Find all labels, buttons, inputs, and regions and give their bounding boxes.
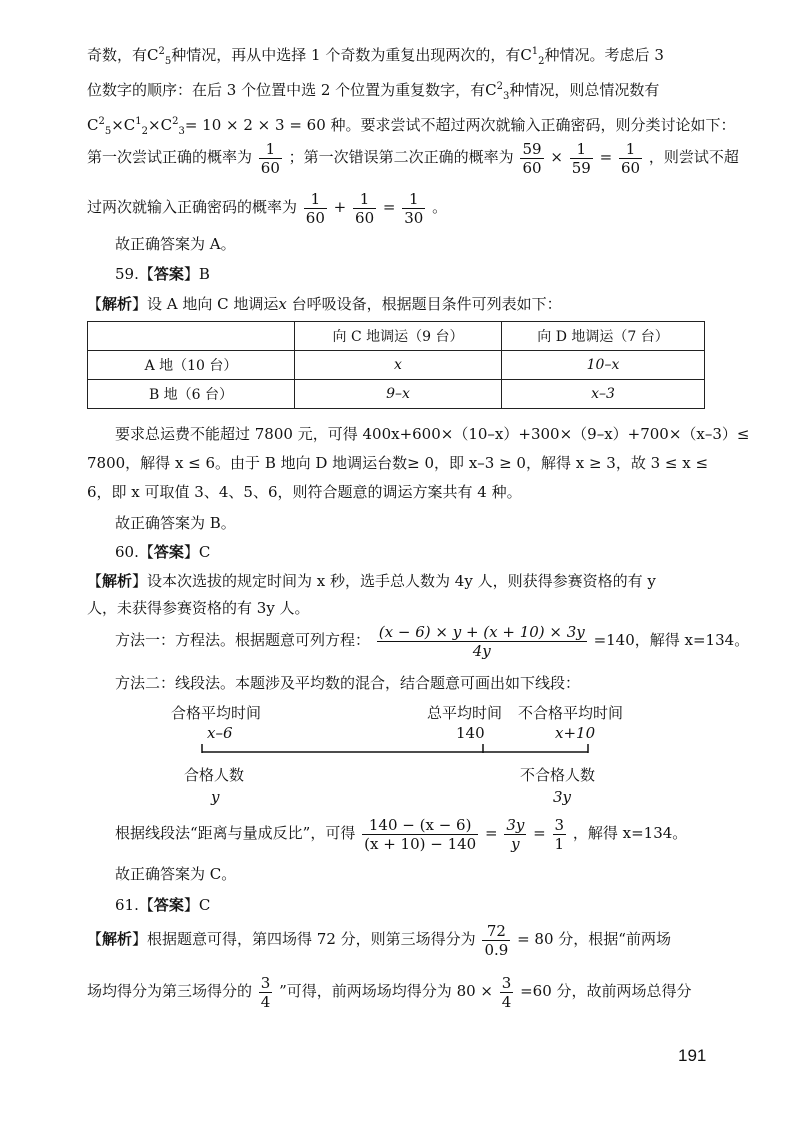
analysis-label: 解析 <box>102 572 133 590</box>
fraction <box>362 816 478 853</box>
denominator: 59 <box>571 158 591 177</box>
text-segment: ，则尝试不超 <box>648 148 739 166</box>
line-1 <box>87 44 664 66</box>
text-segment: C <box>87 116 99 134</box>
q60-answer-heading <box>115 541 210 563</box>
segment-bottom-value-right: 3y <box>553 788 572 806</box>
text-segment: 奇数，有C <box>87 46 159 64</box>
text-segment: 位数字的顺序：在后 3 个位置中选 2 个位置为重复数字，有C <box>87 81 497 99</box>
subscript: 3 <box>178 126 185 137</box>
table-header-row <box>88 322 705 351</box>
text-segment: =140，解得 x=134。 <box>593 631 750 649</box>
numerator: 3 <box>501 973 512 992</box>
superscript: 1 <box>135 116 142 127</box>
denominator: 0.9 <box>484 940 509 959</box>
q59-analysis <box>87 293 562 315</box>
denominator: (x + 10) − 140 <box>364 834 477 853</box>
subscript: 5 <box>164 56 172 67</box>
numerator: (x − 6) × y + (x + 10) × 3y <box>378 622 585 641</box>
denominator: 1 <box>554 834 565 853</box>
q59-paragraph-2: 7800，解得 x ≤ 6。由于 B 地向 D 地调运台数≥ 0，即 x–3 ≥ 0，解得 x ≥ 3，故 3 ≤ x ≤ <box>87 454 709 472</box>
table-header-cell <box>88 322 295 351</box>
denominator: 60 <box>355 208 375 227</box>
segment-method-result <box>115 811 687 855</box>
answer-label: 答案 <box>153 265 184 283</box>
q61-analysis <box>87 918 671 960</box>
text-segment: ”可得，前两场场均得分为 80 × <box>279 982 493 1000</box>
text-segment: 台呼吸设备，根据题目条件可列表如下： <box>286 295 562 313</box>
segment-bottom-label-right: 不合格人数 <box>520 766 596 784</box>
denominator: 4y <box>472 641 491 660</box>
text-segment: 方法一：方程法。根据题意可列方程： <box>115 631 371 649</box>
denominator: 60 <box>260 158 280 177</box>
text-segment: 种情况。考虑后 3 <box>544 46 664 64</box>
numerator: 1 <box>259 140 282 159</box>
segment-value-left: x–6 <box>207 724 233 742</box>
table-row <box>88 351 705 380</box>
segment-label-right: 不合格平均时间 <box>518 704 624 722</box>
numerator: 1 <box>353 190 376 209</box>
superscript: 2 <box>496 81 504 92</box>
segment-bottom-label-left: 合格人数 <box>184 766 245 784</box>
numerator: 3y <box>506 815 525 834</box>
numerator: 1 <box>619 140 642 159</box>
fraction <box>377 623 587 660</box>
segment-value-right: x+10 <box>555 724 596 742</box>
table-cell: 9–x <box>295 380 502 409</box>
table-cell: x–3 <box>502 380 705 409</box>
text-segment: ，解得 x=134。 <box>572 824 688 842</box>
denominator: 60 <box>522 158 542 177</box>
text-segment: = <box>485 824 498 842</box>
fraction <box>402 190 425 227</box>
text-segment: 】设本次选拔的规定时间为 x 秒，选手总人数为 4y 人，则获得参赛资格的有 y <box>132 572 656 590</box>
text-segment: = 10 × 2 × 3 = 60 种。要求尝试不超过两次就输入正确密码，则分类讨论如下： <box>184 116 736 134</box>
fraction <box>259 974 273 1011</box>
analysis-label: 解析 <box>102 295 133 313</box>
text-segment: 61.【 <box>115 896 154 914</box>
text-segment: 种情况，再从中选择 1 个奇数为重复出现两次的，有C <box>171 46 532 64</box>
q61-answer-heading <box>115 894 210 916</box>
superscript: 1 <box>531 46 539 57</box>
denominator: 60 <box>620 158 641 177</box>
text-segment: 种情况，则总情况数有 <box>509 81 660 99</box>
text-segment: 第一次尝试正确的概率为 <box>87 148 253 166</box>
numerator: 72 <box>482 922 510 941</box>
text-segment: 60.【 <box>115 543 154 561</box>
text-segment: 【 <box>87 930 103 948</box>
segment-bottom-value-left: y <box>211 788 220 806</box>
line-5 <box>87 188 447 227</box>
fraction <box>353 190 376 227</box>
text-segment: = <box>382 198 396 216</box>
segment-label-left: 合格平均时间 <box>171 704 262 722</box>
fraction <box>619 140 642 177</box>
text-segment: = <box>599 148 613 166</box>
numerator: 1 <box>402 190 425 209</box>
allocation-table <box>87 321 705 409</box>
q60-line-2: 人，未获得参赛资格的有 3y 人。 <box>87 599 310 617</box>
superscript: 2 <box>172 116 179 127</box>
segment-value-middle: 140 <box>456 724 485 742</box>
table-header-cell: 向 C 地调运（9 台） <box>295 322 502 351</box>
fraction <box>520 140 543 177</box>
fraction <box>504 816 526 853</box>
text-segment: =60 分，故前两场总得分 <box>520 982 692 1000</box>
fraction <box>570 140 593 177</box>
variable: x <box>278 295 287 313</box>
table-header-cell: 向 D 地调运（7 台） <box>502 322 705 351</box>
denominator: y <box>511 834 520 853</box>
text-segment: 根据线段法“距离与量成反比”，可得 <box>115 824 356 842</box>
text-segment: 过两次就输入正确密码的概率为 <box>87 198 298 216</box>
q59-conclusion: 故正确答案为 B。 <box>115 514 236 532</box>
q60-analysis <box>87 570 656 592</box>
fraction <box>482 922 510 959</box>
text-segment: 【 <box>87 572 103 590</box>
method-two: 方法二：线段法。本题涉及平均数的混合，结合题意可画出如下线段： <box>115 674 581 692</box>
analysis-label: 解析 <box>102 930 133 948</box>
fraction <box>259 140 282 177</box>
method-one <box>115 620 749 660</box>
table-cell: A 地（10 台） <box>88 351 295 380</box>
subscript: 3 <box>503 91 510 102</box>
denominator: 30 <box>404 208 424 227</box>
q59-paragraph-1: 要求总运费不能超过 7800 元，可得 400x+600×（10–x）+300×（9–x）+700×（x–3）≤ <box>115 425 750 443</box>
q60-conclusion: 故正确答案为 C。 <box>115 865 237 883</box>
line-4 <box>87 138 739 177</box>
line-3 <box>87 114 736 136</box>
subscript: 2 <box>538 56 545 67</box>
text-segment: 场均得分为第三场得分的 <box>87 982 253 1000</box>
table-cell: 10–x <box>502 351 705 380</box>
segment-label-middle: 总平均时间 <box>427 704 503 722</box>
numerator: 1 <box>570 140 593 159</box>
fraction <box>304 190 327 227</box>
segment-line <box>200 740 600 762</box>
answer-label: 答案 <box>153 896 184 914</box>
subscript: 2 <box>141 126 149 137</box>
text-segment: 】设 A 地向 C 地调运 <box>132 295 279 313</box>
table-row <box>88 380 705 409</box>
text-segment: = <box>533 824 546 842</box>
numerator: 59 <box>522 139 542 158</box>
superscript: 2 <box>158 46 165 57</box>
denominator: 60 <box>305 208 325 227</box>
numerator: 3 <box>260 973 271 992</box>
text-segment: 【 <box>87 295 103 313</box>
text-segment: × <box>550 148 563 166</box>
text-segment: ×C <box>111 116 136 134</box>
subscript: 5 <box>104 126 112 137</box>
answer-label: 答案 <box>153 543 184 561</box>
text-segment: 】根据题意可得，第四场得 72 分，则第三场得分为 <box>132 930 476 948</box>
denominator: 4 <box>260 992 271 1011</box>
text-segment: 。 <box>432 198 448 216</box>
page-number: 191 <box>678 1046 707 1065</box>
q61-line-2 <box>87 970 692 1012</box>
numerator: 140 − (x − 6) <box>362 816 478 835</box>
q59-answer-heading <box>115 263 210 285</box>
text-segment: + <box>333 198 347 216</box>
table-cell: x <box>295 351 502 380</box>
text-segment: ；第一次错误第二次正确的概率为 <box>288 148 514 166</box>
text-segment: 】B <box>183 265 210 283</box>
q58-conclusion: 故正确答案为 A。 <box>115 235 236 253</box>
denominator: 4 <box>501 992 512 1011</box>
fraction <box>500 974 514 1011</box>
text-segment: = 80 分，根据“前两场 <box>517 930 671 948</box>
table-cell: B 地（6 台） <box>88 380 295 409</box>
fraction <box>553 816 567 853</box>
text-segment: 】C <box>183 896 211 914</box>
text-segment: 】C <box>183 543 211 561</box>
text-segment: 59.【 <box>115 265 154 283</box>
q59-paragraph-3: 6，即 x 可取值 3、4、5、6，则符合题意的调运方案共有 4 种。 <box>87 483 522 501</box>
line-2 <box>87 79 659 101</box>
numerator: 1 <box>304 190 327 209</box>
numerator: 3 <box>554 815 565 834</box>
superscript: 2 <box>98 116 105 127</box>
text-segment: ×C <box>148 116 173 134</box>
